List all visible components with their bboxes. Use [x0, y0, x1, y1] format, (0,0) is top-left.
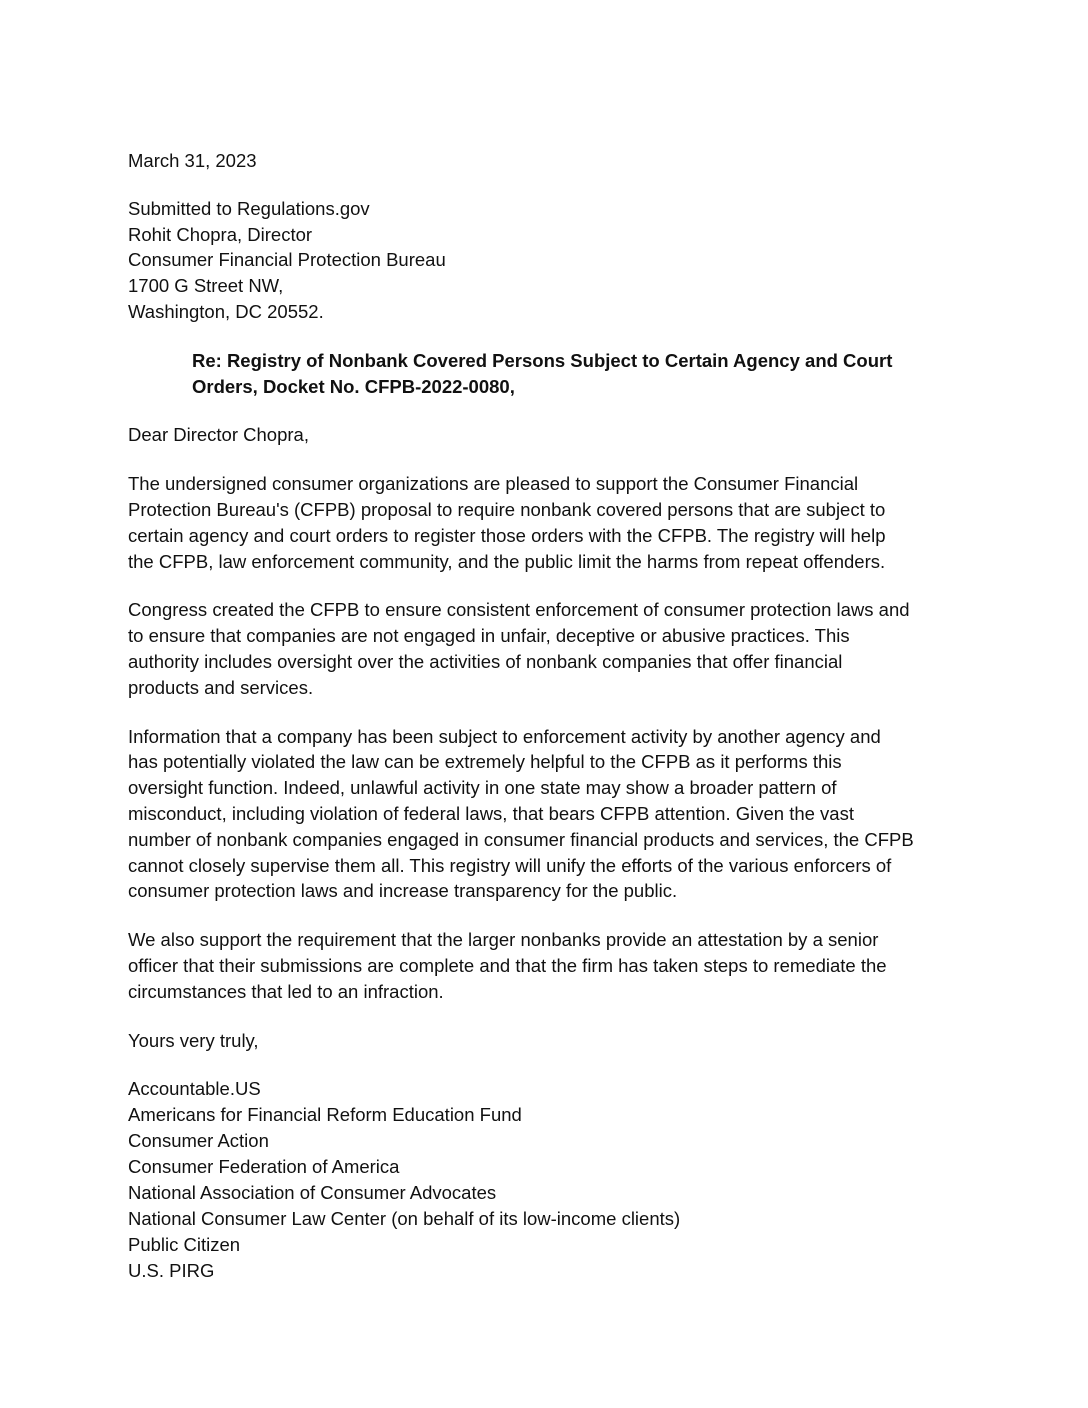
paragraph-line: has potentially violated the law can be extremely helpful to the CFPB as it performs this [128, 751, 842, 773]
paragraph-line: misconduct, including violation of federal laws, that bears CFPB attention. Given the vast [128, 802, 854, 824]
signatory-item: Americans for Financial Reform Education Fund [128, 1104, 522, 1126]
signatory-item: Consumer Action [128, 1130, 269, 1152]
paragraph-line: The undersigned consumer organizations are pleased to support the Consumer Financial [128, 473, 859, 495]
signatory-item: National Association of Consumer Advocates [128, 1181, 497, 1203]
paragraph-line: cannot closely supervise them all. This registry will unify the efforts of the various enforcers of [128, 854, 892, 876]
subject-line [128, 348, 948, 400]
paragraph-3 [128, 724, 948, 905]
closing-text: Yours very truly, [128, 1029, 259, 1051]
salutation-text: Dear Director Chopra, [128, 424, 309, 446]
paragraph-line: Information that a company has been subject to enforcement activity by another agency and [128, 725, 881, 747]
paragraph-line: officer that their submissions are complete and that the firm has taken steps to remediate the [128, 954, 887, 976]
paragraph-line: We also support the requirement that the larger nonbanks provide an attestation by a senior [128, 929, 879, 951]
letter-body [128, 148, 948, 1284]
signatory-item: Public Citizen [128, 1233, 241, 1255]
recipient-address [128, 196, 948, 325]
closing [128, 1028, 948, 1054]
paragraph-1 [128, 471, 948, 574]
paragraph-line: Congress created the CFPB to ensure consistent enforcement of consumer protection laws and [128, 599, 910, 621]
signatory-list [128, 1076, 948, 1283]
address-line: 1700 G Street NW, [128, 275, 284, 297]
signatory-item: National Consumer Law Center (on behalf of its low-income clients) [128, 1207, 681, 1229]
letter-date [128, 148, 948, 174]
address-line: Washington, DC 20552. [128, 300, 324, 322]
signatory-item: U.S. PIRG [128, 1259, 215, 1281]
paragraph-line: number of nonbank companies engaged in consumer financial products and services, the CFPB [128, 828, 914, 850]
address-line: Submitted to Regulations.gov [128, 197, 370, 219]
paragraph-line: oversight function. Indeed, unlawful activity in one state may show a broader pattern of [128, 777, 837, 799]
signatory-item: Accountable.US [128, 1078, 261, 1100]
paragraph-line: to ensure that companies are not engaged in unfair, deceptive or abusive practices. This [128, 625, 850, 647]
paragraph-line: products and services. [128, 676, 314, 698]
subject-line-text: Re: Registry of Nonbank Covered Persons Subject to Certain Agency and Court [192, 349, 893, 371]
address-line: Rohit Chopra, Director [128, 223, 313, 245]
salutation [128, 422, 948, 448]
paragraph-line: consumer protection laws and increase transparency for the public. [128, 880, 678, 902]
signatory-item: Consumer Federation of America [128, 1156, 400, 1178]
paragraph-line: circumstances that led to an infraction. [128, 980, 444, 1002]
paragraph-line: certain agency and court orders to register those orders with the CFPB. The registry will help [128, 524, 886, 546]
paragraph-4 [128, 927, 948, 1004]
paragraph-line: Protection Bureau's (CFPB) proposal to require nonbank covered persons that are subject to [128, 498, 886, 520]
subject-line-text: Orders, Docket No. CFPB-2022-0080, [192, 375, 515, 397]
paragraph-2 [128, 597, 948, 700]
paragraph-line: authority includes oversight over the activities of nonbank companies that offer financial [128, 650, 843, 672]
date-line: March 31, 2023 [128, 150, 257, 171]
paragraph-line: the CFPB, law enforcement community, and the public limit the harms from repeat offenders. [128, 550, 886, 572]
address-line: Consumer Financial Protection Bureau [128, 249, 446, 271]
